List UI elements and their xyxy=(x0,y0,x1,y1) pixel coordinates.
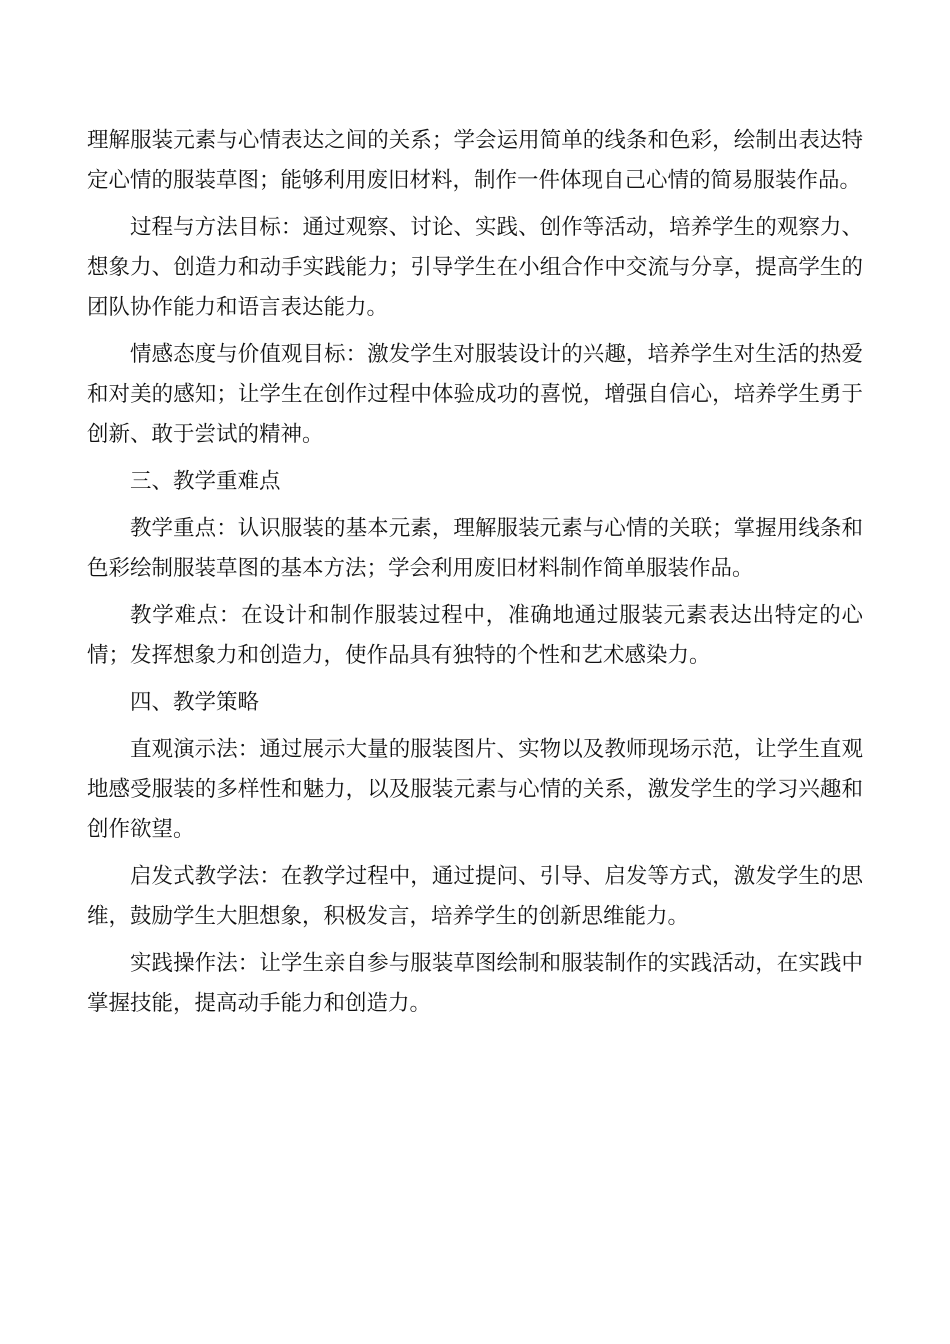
paragraph-process-method-goal: 过程与方法目标：通过观察、讨论、实践、创作等活动，培养学生的观察力、想象力、创造力和动手实践能力；引导学生在小组合作中交流与分享，提高学生的团队协作能力和语言表达能力。 xyxy=(87,215,863,320)
document-page xyxy=(87,121,863,1031)
paragraph-heuristic-method: 启发式教学法：在教学过程中，通过提问、引导、启发等方式，激发学生的思维，鼓励学生大胆想象，积极发言，培养学生的创新思维能力。 xyxy=(87,864,863,929)
paragraph-teaching-focus: 教学重点：认识服装的基本元素，理解服装元素与心情的关联；掌握用线条和色彩绘制服装草图的基本方法；学会利用废旧材料制作简单服装作品。 xyxy=(87,516,863,581)
paragraph-teaching-difficulty: 教学难点：在设计和制作服装过程中，准确地通过服装元素表达出特定的心情；发挥想象力和创造力，使作品具有独特的个性和艺术感染力。 xyxy=(87,603,863,668)
paragraph-objectives-continued: 理解服装元素与心情表达之间的关系；学会运用简单的线条和色彩，绘制出表达特定心情的服装草图；能够利用废旧材料，制作一件体现自己心情的简易服装作品。 xyxy=(87,128,863,193)
paragraph-emotion-value-goal: 情感态度与价值观目标：激发学生对服装设计的兴趣，培养学生对生活的热爱和对美的感知；让学生在创作过程中体验成功的喜悦，增强自信心，培养学生勇于创新、敢于尝试的精神。 xyxy=(87,342,863,447)
section-heading-key-difficulties: 三、教学重难点 xyxy=(130,469,281,494)
paragraph-practice-method: 实践操作法：让学生亲自参与服装草图绘制和服装制作的实践活动，在实践中掌握技能，提高动手能力和创造力。 xyxy=(87,951,863,1016)
section-heading-teaching-strategy: 四、教学策略 xyxy=(130,690,260,715)
paragraph-visual-demo-method: 直观演示法：通过展示大量的服装图片、实物以及教师现场示范，让学生直观地感受服装的多样性和魅力，以及服装元素与心情的关系，激发学生的学习兴趣和创作欲望。 xyxy=(87,737,863,842)
